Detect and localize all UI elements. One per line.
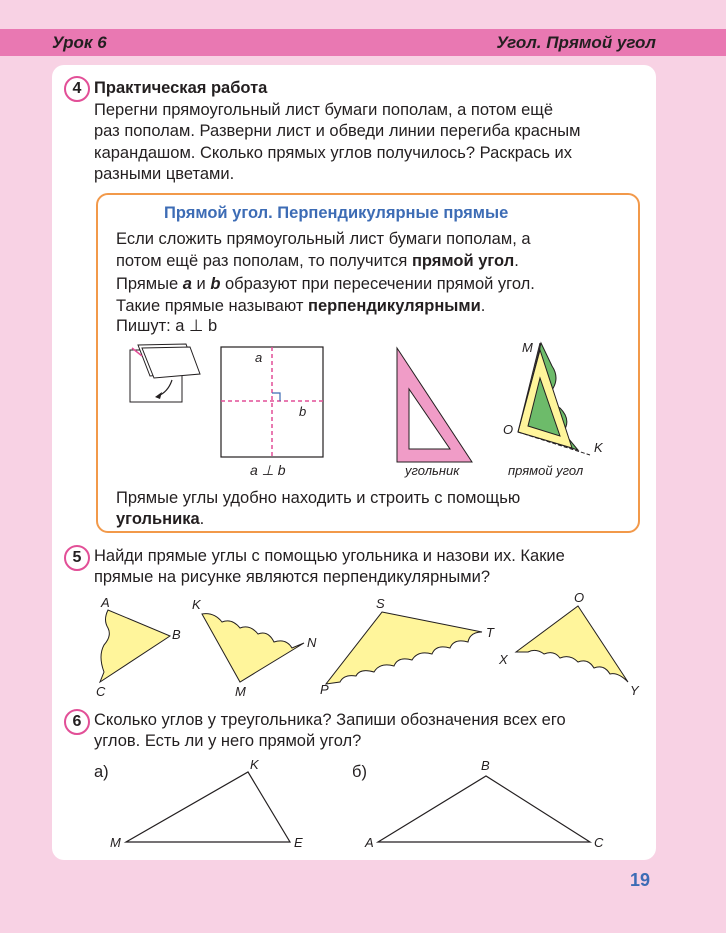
- label-b: b: [299, 404, 307, 419]
- caption-perpendicular: a ⊥ b: [250, 462, 286, 478]
- topic-title: Угол. Прямой угол: [496, 33, 656, 52]
- label-M: M: [522, 340, 533, 355]
- part-a-label: а): [94, 763, 109, 781]
- task-4-title: Практическая работа: [94, 79, 268, 97]
- task-6-number: 6: [64, 709, 90, 735]
- label-P: P: [320, 682, 329, 697]
- part-b-label: б): [352, 763, 367, 781]
- caption-right-angle: прямой угол: [508, 463, 584, 478]
- rule-foot-2: угольника.: [116, 510, 205, 528]
- label-O: O: [503, 422, 514, 437]
- rule-line-1: Если сложить прямоугольный лист бумаги пополам, а: [116, 230, 531, 248]
- task-4-line-1: Перегни прямоугольный лист бумаги пополам, а потом ещё: [94, 101, 554, 119]
- label-tri-A: A: [365, 835, 374, 850]
- label-tri-C: C: [594, 835, 604, 850]
- rule-line-4: Такие прямые называют перпендикулярными.: [116, 297, 486, 315]
- task-4-line-3: карандашом. Сколько прямых углов получилось? Раскрась их: [94, 144, 573, 162]
- task-4-line-2: раз пополам. Разверни лист и обведи линии перегиба красным: [94, 122, 581, 140]
- label-A: A: [101, 595, 110, 610]
- label-S: S: [376, 596, 385, 611]
- label-N: N: [307, 635, 317, 650]
- task-6-line-1: Сколько углов у треугольника? Запиши обозначения всех его: [94, 711, 566, 729]
- rule-line-5: Пишут: a ⊥ b: [116, 317, 218, 335]
- task-5-line-2: прямые на рисунке являются перпендикулярными?: [94, 568, 490, 586]
- lesson-label: Урок 6: [52, 33, 107, 52]
- task-5-line-1: Найди прямые углы с помощью угольника и назови их. Какие: [94, 547, 565, 565]
- task-4-number: 4: [64, 76, 90, 102]
- task-5-number: 5: [64, 545, 90, 571]
- rule-line-3: Прямые a и b образуют при пересечении прямой угол.: [116, 275, 535, 293]
- label-K2: K: [192, 597, 201, 612]
- caption-set-square: угольник: [405, 463, 460, 478]
- label-a: a: [255, 350, 263, 365]
- rule-line-2: потом ещё раз пополам, то получится прямой угол.: [116, 252, 519, 270]
- label-Y: Y: [630, 683, 639, 698]
- label-tri-K: K: [250, 757, 259, 772]
- rule-foot-1: Прямые углы удобно находить и строить с помощью: [116, 489, 521, 507]
- label-T: T: [486, 625, 494, 640]
- label-X: X: [499, 652, 508, 667]
- task-4-line-4: разными цветами.: [94, 165, 235, 183]
- rule-title: Прямой угол. Перпендикулярные прямые: [164, 204, 509, 222]
- label-O2: O: [574, 590, 585, 605]
- label-tri-B: B: [481, 758, 490, 773]
- task-6-line-2: углов. Есть ли у него прямой угол?: [94, 732, 362, 750]
- triangle-kme: [126, 772, 290, 842]
- label-B: B: [172, 627, 181, 642]
- label-tri-E: E: [294, 835, 303, 850]
- triangle-abc: [378, 776, 590, 842]
- label-K: K: [594, 440, 603, 455]
- label-M2: M: [235, 684, 246, 699]
- label-tri-M: M: [110, 835, 121, 850]
- page-number: 19: [630, 870, 651, 890]
- label-C: C: [96, 684, 106, 699]
